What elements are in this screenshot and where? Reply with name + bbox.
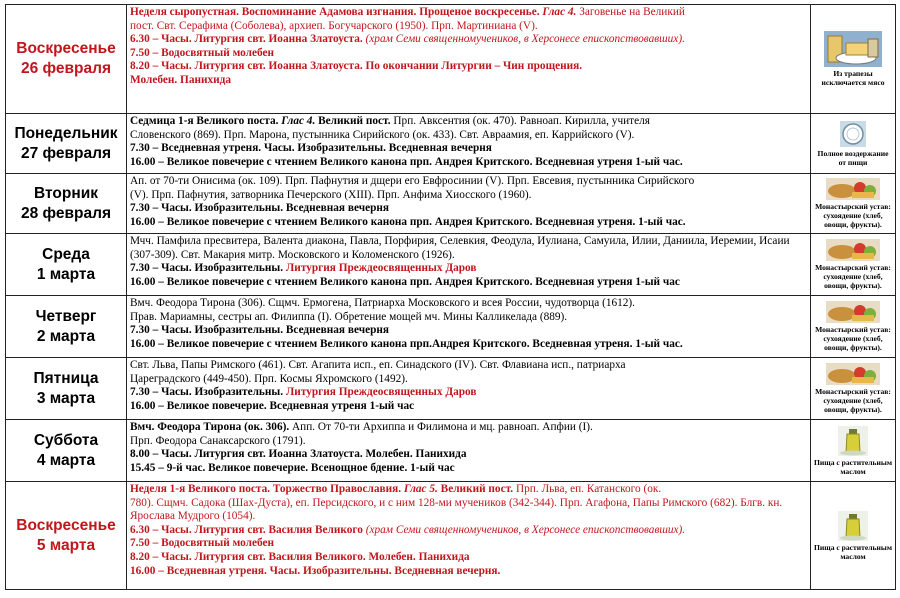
day-cell	[6, 358, 127, 420]
liturgy-highlight: Литургия Преждеосвященных Даров	[285, 386, 477, 399]
commemoration-text: Цареградского (449-450). Прп. Космы Яхромского (1492).	[130, 372, 408, 385]
commemoration-text: Апп. От 70-ти Архиппа и Филимона и мц. равноап. Апфии (I).	[292, 421, 593, 433]
fasting-cell	[811, 114, 896, 174]
tone-label: Глас 4.	[281, 115, 316, 127]
fasting-caption: Полное воздержание от пищи	[817, 148, 889, 167]
day-name: Суббота	[33, 431, 99, 449]
commemoration-text: 780). Сщмч. Садока (Шах-Дуста), еп. Персидского, и с ним 128-ми мучеников (342-344). Прп. Агафона, Папы Римского (682). Блгв. кн. Ярослава Мудрого (1054).	[130, 496, 783, 523]
fasting-caption: Пища с растительным маслом	[814, 457, 893, 476]
fasting-cell	[811, 296, 896, 358]
table-row	[6, 482, 896, 590]
day-cell	[6, 114, 127, 174]
services-cell	[127, 482, 811, 590]
commemoration-text: (V). Прп. Пафнутия, затворника Печерского (XIII). Прп. Анфима Хиосского (1960).	[130, 188, 532, 201]
service-time: 15.45 – 9-й час. Великое повечерие. Всенощное бдение. 1-ый час	[130, 461, 455, 474]
fasting-caption: Монастырский устав: сухоядение (хлеб, овощи, фрукты).	[815, 325, 891, 352]
day-name: Четверг	[35, 307, 97, 325]
service-time: 16.00 – Великое повечерие с чтением Великого канона прп. Андрея Критского. Вседневная утреня 1-ый час.	[130, 155, 683, 168]
service-time: 7.30 – Часы. Изобразительны. Вседневная вечерня	[130, 202, 389, 215]
fasting-caption: Монастырский устав: сухоядение (хлеб, овощи, фрукты).	[815, 263, 891, 290]
service-time: 6.30 – Часы. Литургия свт. Василия Великого	[130, 523, 363, 536]
service-time: 16.00 – Вседневная утреня. Часы. Изобразительны. Вседневная вечерня.	[130, 564, 501, 577]
commemoration-text: Прав. Мариамны, сестры ап. Филиппа (I). Обретение мощей мч. Мины Калликелада (889).	[130, 310, 568, 323]
commemoration-text: Заговенье на Великий	[579, 6, 685, 18]
service-time: 8.00 – Часы. Литургия свт. Иоанна Златоуста. Молебен. Панихида	[130, 448, 467, 461]
service-time: 7.30 – Часы. Изобразительны.	[130, 386, 284, 399]
table-row	[6, 234, 896, 296]
table-row	[6, 296, 896, 358]
fasting-cell	[811, 234, 896, 296]
feast-title: Седмица 1-я Великого поста.	[130, 115, 279, 127]
services-cell	[127, 114, 811, 174]
fasting-caption: Пища с растительным маслом	[814, 542, 893, 561]
day-cell	[6, 296, 127, 358]
liturgy-highlight: Литургия Преждеосвященных Даров	[285, 262, 477, 275]
commemoration-text: Свт. Льва, Папы Римского (461). Свт. Агапита исп., еп. Синадского (IV). Свт. Флавиана исп., патриарха	[130, 359, 626, 371]
day-date: 2 марта	[36, 327, 96, 345]
day-name: Понедельник	[14, 124, 118, 142]
dry-food-icon	[826, 239, 880, 261]
service-time: 16.00 – Великое повечерие. Вседневная утреня 1-ый час	[130, 399, 415, 412]
commemoration-text: Ап. от 70-ти Онисима (ок. 109). Прп. Пафнутия и дщери его Евфросинии (V). Прп. Евсевия, пустынника Сирийского	[130, 175, 695, 187]
commemoration-text: Прп. Льва, еп. Катанского (ок.	[515, 483, 662, 495]
meat-excluded-icon	[824, 31, 882, 67]
fasting-caption: Из трапезы исключается мясо	[821, 69, 885, 87]
commemoration-text: Словенского (869). Прп. Марона, пустынника Сирийского (ок. 433). Свт. Авраамия, еп. Каррийского (V).	[130, 128, 635, 141]
services-cell	[127, 234, 811, 296]
service-time: 7.30 – Вседневная утреня. Часы. Изобразительны. Вседневная вечерня	[130, 142, 492, 155]
table-row	[6, 174, 896, 234]
service-time: 16.00 – Великое повечерие с чтением Великого канона прп. Андрея Критского. Вседневная утреня. 1-ый час.	[130, 215, 686, 228]
commemoration-text: Прп. Авксентия (ок. 470). Равноап. Кирилла, учителя	[393, 115, 650, 127]
tone-label: Глас 4.	[542, 6, 577, 18]
day-name: Воскресенье	[16, 516, 116, 534]
service-time: 8.20 – Часы. Литургия свт. Иоанна Златоуста. По окончании Литургии – Чин прощения.	[130, 60, 583, 73]
feast-title: Великий пост.	[318, 115, 391, 127]
church-note: (храм Семи священномучеников, в Херсонесе епископствовавших).	[365, 523, 686, 536]
service-time: 7.30 – Часы. Изобразительны. Вседневная вечерня	[130, 324, 389, 337]
day-name: Воскресенье	[16, 40, 116, 57]
services-cell	[127, 174, 811, 234]
service-time: 16.00 – Великое повечерие с чтением Великого канона прп.Андрея Критского. Вседневная утреня. 1-ый час.	[130, 337, 683, 350]
church-note: (храм Семи священномучеников, в Херсонесе епископствовавших).	[365, 33, 685, 46]
feast-title: Великий пост.	[440, 483, 514, 495]
tone-label: Глас 5.	[403, 483, 438, 495]
service-time: 8.20 – Часы. Литургия свт. Василия Великого. Молебен. Панихида	[130, 550, 470, 563]
fasting-caption: Монастырский устав: сухоядение (хлеб, овощи, фрукты).	[815, 387, 891, 414]
commemoration-text: Мчч. Памфила пресвитера, Валента диакона, Павла, Порфирия, Селевкия, Феодула, Иулиана, Самуила, Илии, Даниила, Иеремии, Исаии (307-309). Свт. Макария митр. Московского и Коломенского (1926).	[130, 235, 790, 261]
fasting-cell	[811, 5, 896, 114]
services-cell	[127, 420, 811, 482]
table-row	[6, 114, 896, 174]
services-cell	[127, 296, 811, 358]
day-date: 1 марта	[36, 265, 96, 283]
feast-title: Неделя 1-я Великого поста. Торжество Православия.	[130, 483, 402, 495]
day-cell	[6, 174, 127, 234]
feast-title: Неделя сыропустная. Воспоминание Адамова изгнания. Прощеное воскресенье.	[130, 6, 540, 18]
oil-food-icon	[838, 426, 868, 456]
day-date: 5 марта	[36, 536, 96, 554]
day-name: Вторник	[34, 184, 98, 202]
commemoration-text: пост. Свт. Серафима (Соболева), архиеп. Богучарского (1950). Прп. Мартиниана (V).	[130, 19, 538, 32]
day-cell	[6, 482, 127, 590]
dry-food-icon	[826, 301, 880, 323]
fasting-cell	[811, 482, 896, 590]
service-time: 6.30 – Часы. Литургия свт. Иоанна Златоуста.	[130, 33, 363, 46]
table-row	[6, 5, 896, 114]
fasting-caption: Монастырский устав: сухоядение (хлеб, овощи, фрукты).	[815, 202, 891, 229]
dry-food-icon	[826, 178, 880, 200]
day-cell	[6, 420, 127, 482]
day-cell	[6, 234, 127, 296]
day-name: Пятница	[33, 369, 99, 387]
day-name: Среда	[42, 245, 90, 263]
day-date: 28 февраля	[20, 204, 112, 222]
service-time: Молебен. Панихида	[130, 73, 232, 86]
dry-food-icon	[826, 363, 880, 385]
fasting-cell	[811, 174, 896, 234]
day-cell	[6, 5, 127, 114]
schedule-table	[5, 4, 896, 590]
day-date: 26 февраля	[20, 60, 112, 77]
commemoration-text: Вмч. Феодора Тирона (306). Сщмч. Ермогена, Патриарха Московского и всея России, чудотворца (1612).	[130, 297, 636, 309]
feast-title: Вмч. Феодора Тирона (ок. 306).	[130, 421, 290, 433]
service-time: 16.00 – Великое повечерие с чтением Великого канона прп. Андрея Критского. Вседневная утреня 1-ый час	[130, 275, 680, 288]
day-date: 4 марта	[36, 451, 96, 469]
table-row	[6, 358, 896, 420]
fasting-cell	[811, 420, 896, 482]
service-time: 7.30 – Часы. Изобразительны.	[130, 262, 284, 275]
service-time: 7.50 – Водосвятный молебен	[130, 46, 274, 59]
commemoration-text: Прп. Феодора Санаксарского (1791).	[130, 434, 306, 447]
services-cell	[127, 358, 811, 420]
table-row	[6, 420, 896, 482]
oil-food-icon	[838, 511, 868, 541]
services-cell	[127, 5, 811, 114]
day-date: 27 февраля	[20, 144, 112, 162]
fasting-cell	[811, 358, 896, 420]
service-time: 7.50 – Водосвятный молебен	[130, 537, 274, 550]
day-date: 3 марта	[36, 389, 96, 407]
empty-plate-icon	[840, 121, 866, 147]
